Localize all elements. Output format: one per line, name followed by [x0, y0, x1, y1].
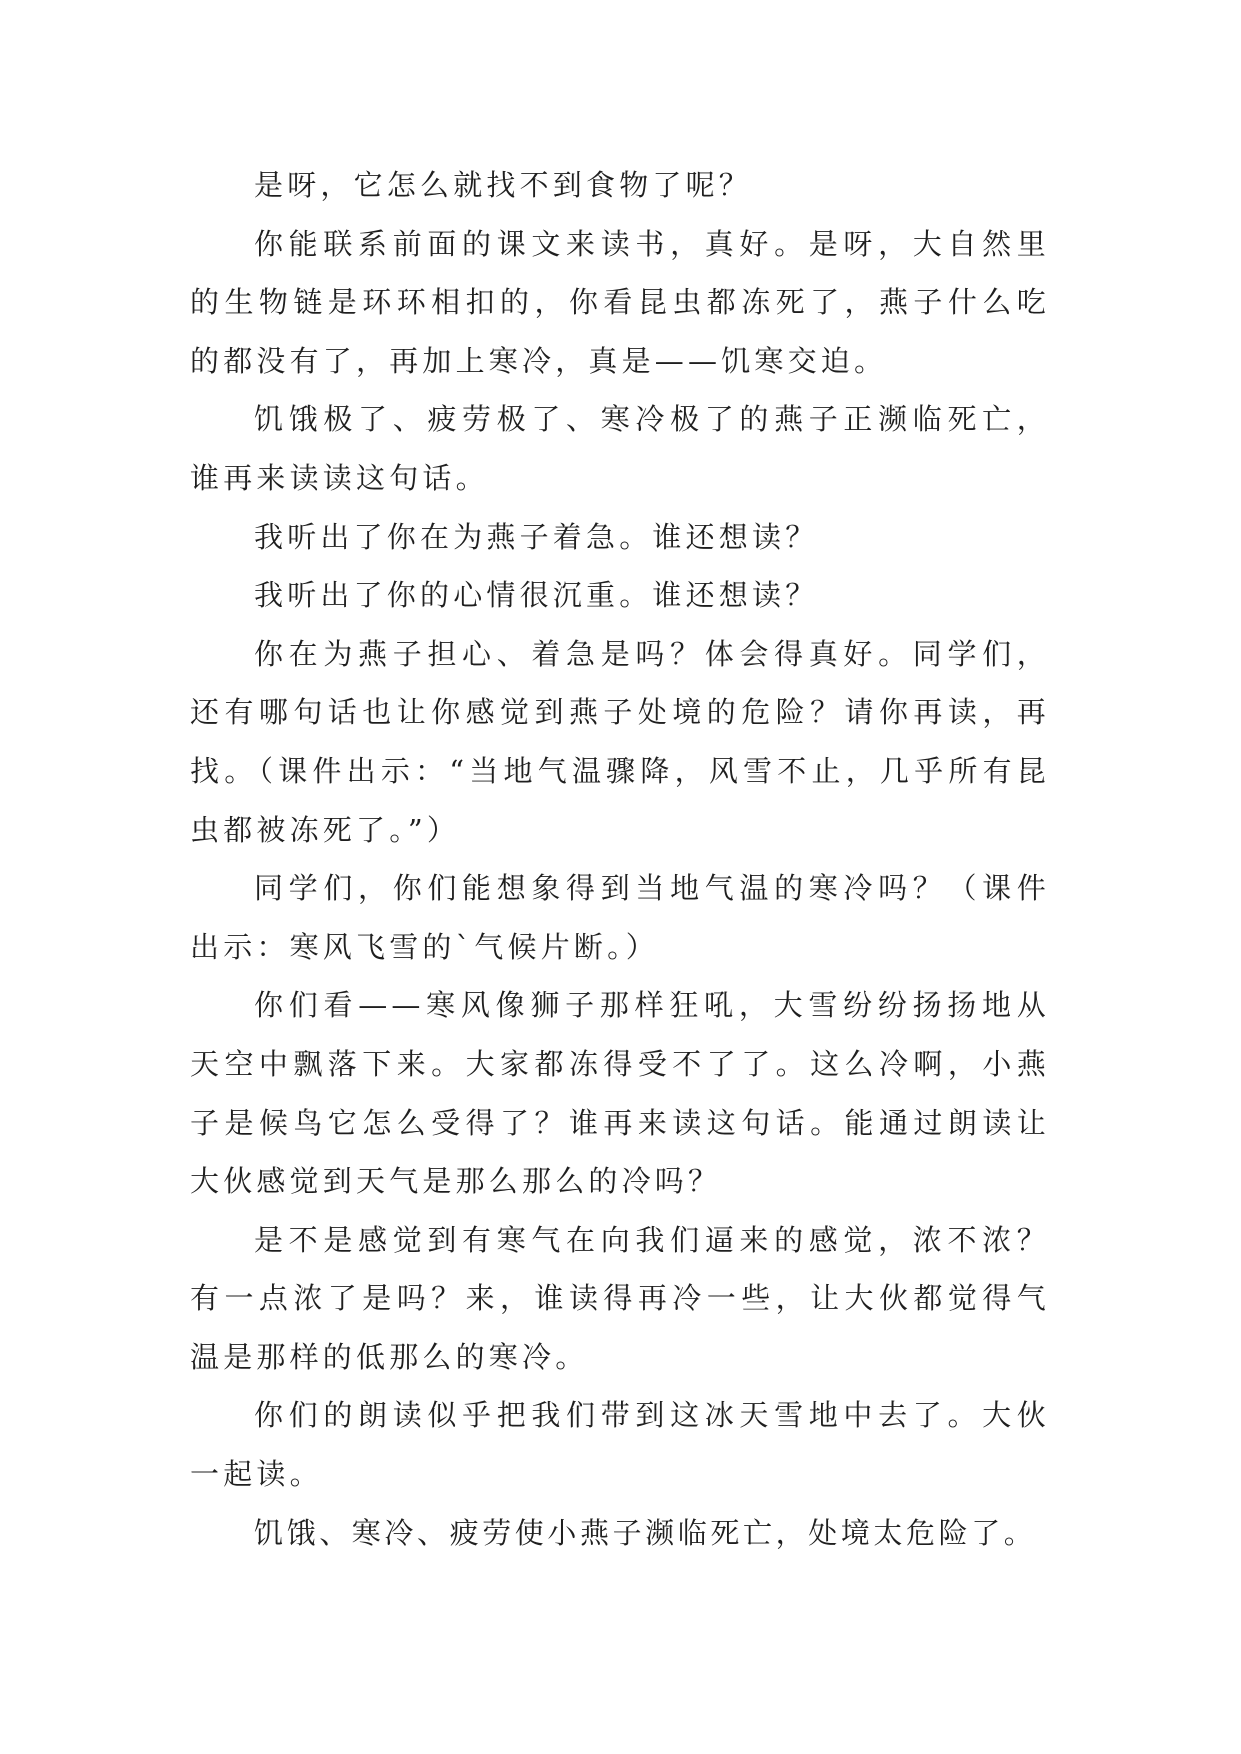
paragraph-10: 你们的朗读似乎把我们带到这冰天雪地中去了。大伙一起读。 — [190, 1398, 1050, 1492]
paragraph-4: 我听出了你在为燕子着急。谁还想读？ — [254, 519, 819, 554]
paragraph-5: 我听出了你的心情很沉重。谁还想读？ — [254, 578, 819, 613]
paragraph-1: 是呀，它怎么就找不到食物了呢？ — [254, 168, 753, 202]
paragraph-2: 你能联系前面的课文来读书，真好。是呀，大自然里的生物链是环环相扣的，你看昆虫都冻死了，燕子什么吃的都没有了，再加上寒冷，真是——饥寒交迫。 — [190, 226, 1050, 378]
paragraph-8: 你们看——寒风像狮子那样狂吼，大雪纷纷扬扬地从天空中飘落下来。大家都冻得受不了了。这么冷啊，小燕子是候鸟它怎么受得了？谁再来读这句话。能通过朗读让大伙感觉到天气是那么那么的冷吗？ — [190, 988, 1050, 1199]
paragraph-9: 是不是感觉到有寒气在向我们逼来的感觉，浓不浓？有一点浓了是吗？来，谁读得再冷一些，让大伙都觉得气温是那样的低那么的寒冷。 — [190, 1222, 1050, 1374]
paragraph-6: 你在为燕子担心、着急是吗？体会得真好。同学们，还有哪句话也让你感觉到燕子处境的危险？请你再读，再找。（课件出示：“当地气温骤降，风雪不止，几乎所有昆虫都被冻死了。”） — [190, 636, 1050, 847]
paragraph-11: 饥饿、寒冷、疲劳使小燕子濒临死亡，处境太危险了。 — [254, 1515, 1037, 1550]
paragraph-3: 饥饿极了、疲劳极了、寒冷极了的燕子正濒临死亡，谁再来读读这句话。 — [190, 402, 1050, 495]
paragraph-7: 同学们，你们能想象得到当地气温的寒冷吗？（课件出示：寒风飞雪的`气候片断。） — [190, 871, 1050, 964]
document-body — [190, 156, 1050, 1562]
